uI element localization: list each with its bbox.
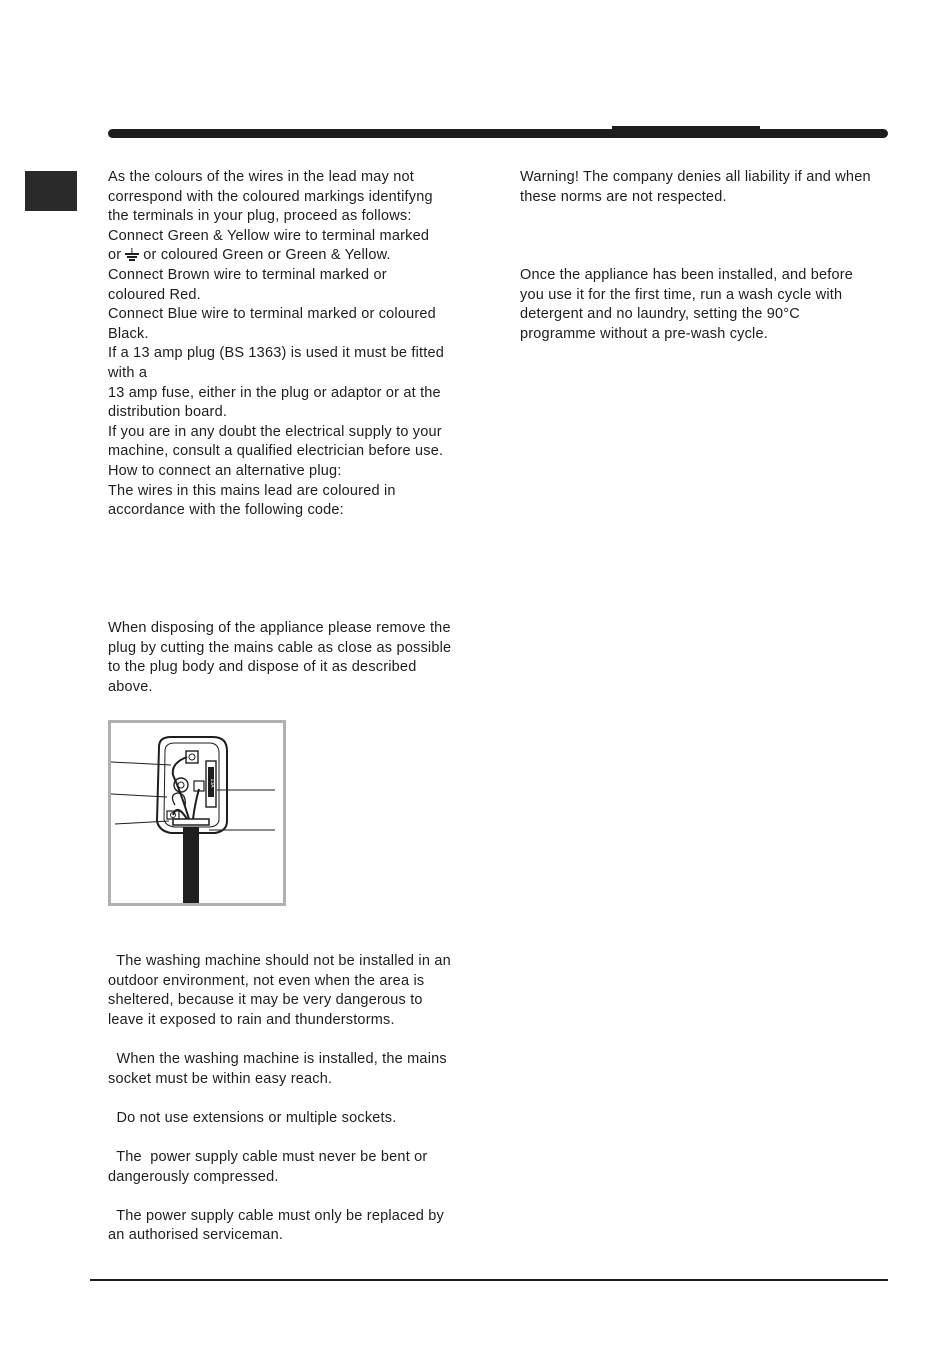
text-line: Once the appliance has been installed, and before <box>520 267 854 283</box>
text-line: coloured Red. <box>108 286 201 303</box>
first-wash-section <box>520 266 888 344</box>
text-line: plug by cutting the mains cable as close as possible <box>108 639 452 656</box>
text-line: The power supply cable must only be replaced by <box>108 1207 444 1224</box>
header-rule-notch <box>612 126 760 130</box>
text-line: If a 13 amp plug (BS 1363) is used it must be fitted <box>108 345 445 362</box>
text-line: Connect Blue wire to terminal marked or coloured <box>108 306 436 323</box>
plug-diagram <box>111 723 283 903</box>
text-line: socket must be within easy reach. <box>108 1070 333 1087</box>
warning-section <box>520 168 888 207</box>
language-tab <box>25 171 77 211</box>
text-line: The wires in this mains lead are coloured in <box>108 482 396 499</box>
leader-line-neutral <box>115 821 169 824</box>
earth-terminal <box>186 751 198 763</box>
footer-rule <box>90 1279 888 1281</box>
earth-line <box>108 246 478 266</box>
mains-cable <box>183 827 199 903</box>
text-line: Warning! The company denies all liability if and when <box>520 169 871 185</box>
text-line: When disposing of the appliance please remove the <box>108 620 451 636</box>
text-line: The washing machine should not be installed in an <box>108 953 451 969</box>
cord-grip <box>173 819 209 825</box>
text-line: The power supply cable must never be bent or <box>108 1148 428 1165</box>
wiring-instructions <box>108 168 478 521</box>
text-line: sheltered, because it may be very dangerous to <box>108 992 423 1009</box>
text-line: these norms are not respected. <box>520 188 727 205</box>
text-line: correspond with the coloured markings identifyng <box>108 188 433 205</box>
safety-note <box>108 1148 478 1187</box>
text-line: If you are in any doubt the electrical supply to your <box>108 423 442 440</box>
text-line: Connect Green & Yellow wire to terminal marked <box>108 227 430 244</box>
text-line: How to connect an alternative plug: <box>108 462 342 479</box>
text-line: an authorised serviceman. <box>108 1227 284 1244</box>
text-line: dangerously compressed. <box>108 1168 279 1185</box>
text-line: you use it for the first time, run a wash cycle with <box>520 286 843 303</box>
text-line: 13 amp fuse, either in the plug or adaptor or at the <box>108 384 441 401</box>
wiring-paragraph <box>108 168 478 521</box>
text-line: machine, consult a qualified electrician before use. <box>108 443 444 460</box>
header-rule <box>108 129 888 138</box>
text-line: detergent and no laundry, setting the 90°C <box>520 306 800 323</box>
earth-prefix: or <box>108 247 122 264</box>
text-line: leave it exposed to rain and thunderstorms. <box>108 1011 395 1028</box>
leader-line-earth <box>111 762 171 765</box>
earth-terminal-screw <box>189 754 195 760</box>
text-line: When the washing machine is installed, the mains <box>108 1050 447 1067</box>
earth-suffix: or coloured Green or Green & Yellow. <box>143 247 391 264</box>
text-line: programme without a pre-wash cycle. <box>520 325 768 342</box>
text-line: with a <box>108 364 148 381</box>
text-line: accordance with the following code: <box>108 502 344 519</box>
first-wash-paragraph <box>520 266 888 344</box>
text-line: Connect Brown wire to terminal marked or <box>108 266 387 283</box>
safety-note <box>108 952 478 1030</box>
warning-paragraph <box>520 168 888 207</box>
text-line: to the plug body and dispose of it as described <box>108 659 417 676</box>
plug-wiring-figure <box>108 720 286 906</box>
disposal-section <box>108 619 478 697</box>
text-line: Black. <box>108 325 149 342</box>
text-line: the terminals in your plug, proceed as follows: <box>108 208 412 225</box>
text-line: above. <box>108 678 153 695</box>
safety-notes <box>108 952 478 1246</box>
text-line: outdoor environment, not even when the area is <box>108 972 425 989</box>
fuse-rating: 13A <box>209 778 215 788</box>
safety-note <box>108 1207 478 1246</box>
safety-note <box>108 1050 478 1089</box>
earth-ground-icon <box>124 248 140 260</box>
live-wire <box>193 789 199 819</box>
text-line: Do not use extensions or multiple sockets. <box>108 1109 397 1126</box>
text-line: As the colours of the wires in the lead may not <box>108 169 414 185</box>
disposal-paragraph <box>108 619 478 697</box>
safety-note <box>108 1109 478 1129</box>
text-line: distribution board. <box>108 404 228 421</box>
